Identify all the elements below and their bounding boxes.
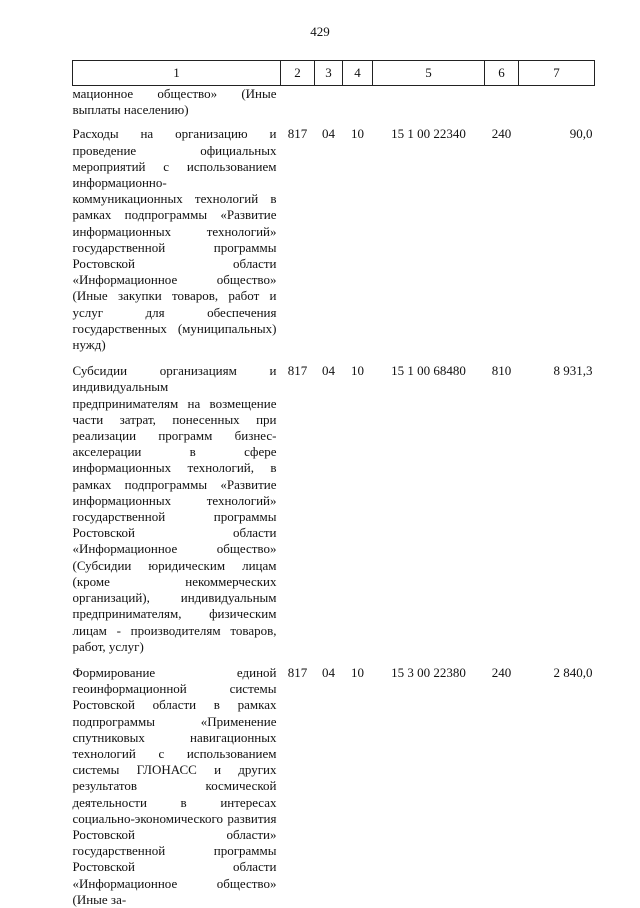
table-row: [73, 126, 595, 363]
cell-amount: 8 931,3: [553, 363, 593, 379]
cell-amount: 90,0: [569, 126, 593, 142]
cell-ministry-code: 817: [287, 664, 308, 680]
column-header: 6: [485, 61, 519, 86]
table-header-row: [73, 61, 595, 86]
column-header: 3: [315, 61, 343, 86]
cell-section-code: 04: [322, 126, 335, 142]
row-description: Расходы на организацию и проведение официальных мероприятий с использованием информационно-коммуникационных технологий в рамках подпрограммы «Развитие информационных технологий» государственной программы Ростовской области «Информационное общество» (Иные закупки товаров, работ и услуг для обеспечения государственных (муниципальных) нужд): [72, 126, 277, 353]
table-row: [73, 665, 595, 908]
column-header: 7: [519, 61, 595, 86]
cell-target-code: 15 1 00 22340: [391, 126, 466, 142]
row-description: Субсидии организациям и индивидуальным предпринимателям на возмещение части затрат, понесенных при реализации программ бизнес-акселерации в сфере информационных технологий, в рамках подпрограммы «Развитие информационных технологий» государственной программы Ростовской области «Информационное общество» (Субсидии юридическим лицам (кроме некоммерческих организаций), индивидуальным предпринимателям, физическим лицам - производителям товаров, работ, услуг): [72, 363, 277, 654]
cell-section-code: 04: [322, 363, 335, 379]
row-description: мационное общество» (Иные выплаты населению): [72, 86, 277, 118]
cell-target-code: 15 3 00 22380: [391, 664, 466, 680]
cell-expense-type: 240: [491, 126, 512, 142]
cell-subsection-code: 10: [351, 664, 364, 680]
cell-subsection-code: 10: [351, 363, 364, 379]
cell-subsection-code: 10: [351, 126, 364, 142]
cell-expense-type: [485, 86, 519, 127]
cell-subsection-code: [343, 86, 373, 127]
row-description: Формирование единой геоинформационной системы Ростовской области в рамках подпрограммы «Применение спутниковых навигационных технологий с использованием системы ГЛОНАСС и других результатов космической деятельности в интересах социально-экономического развития Ростовской области» государственной программы Ростовской области «Информационное общество» (Иные за-: [72, 664, 277, 907]
cell-amount: [519, 86, 595, 127]
cell-section-code: 04: [322, 664, 335, 680]
cell-amount: 2 840,0: [553, 664, 593, 680]
budget-table: [72, 60, 595, 908]
cell-target-code: [373, 86, 485, 127]
page-number: 429: [310, 24, 330, 39]
cell-ministry-code: 817: [287, 363, 308, 379]
cell-ministry-code: [281, 86, 315, 127]
column-header: 2: [281, 61, 315, 86]
column-header: 4: [343, 61, 373, 86]
cell-ministry-code: 817: [287, 126, 308, 142]
cell-expense-type: 810: [491, 363, 512, 379]
cell-expense-type: 240: [491, 664, 512, 680]
table-row: [73, 86, 595, 127]
column-header: 1: [73, 61, 281, 86]
cell-target-code: 15 1 00 68480: [391, 363, 466, 379]
cell-section-code: [315, 86, 343, 127]
column-header: 5: [373, 61, 485, 86]
table-row: [73, 363, 595, 665]
